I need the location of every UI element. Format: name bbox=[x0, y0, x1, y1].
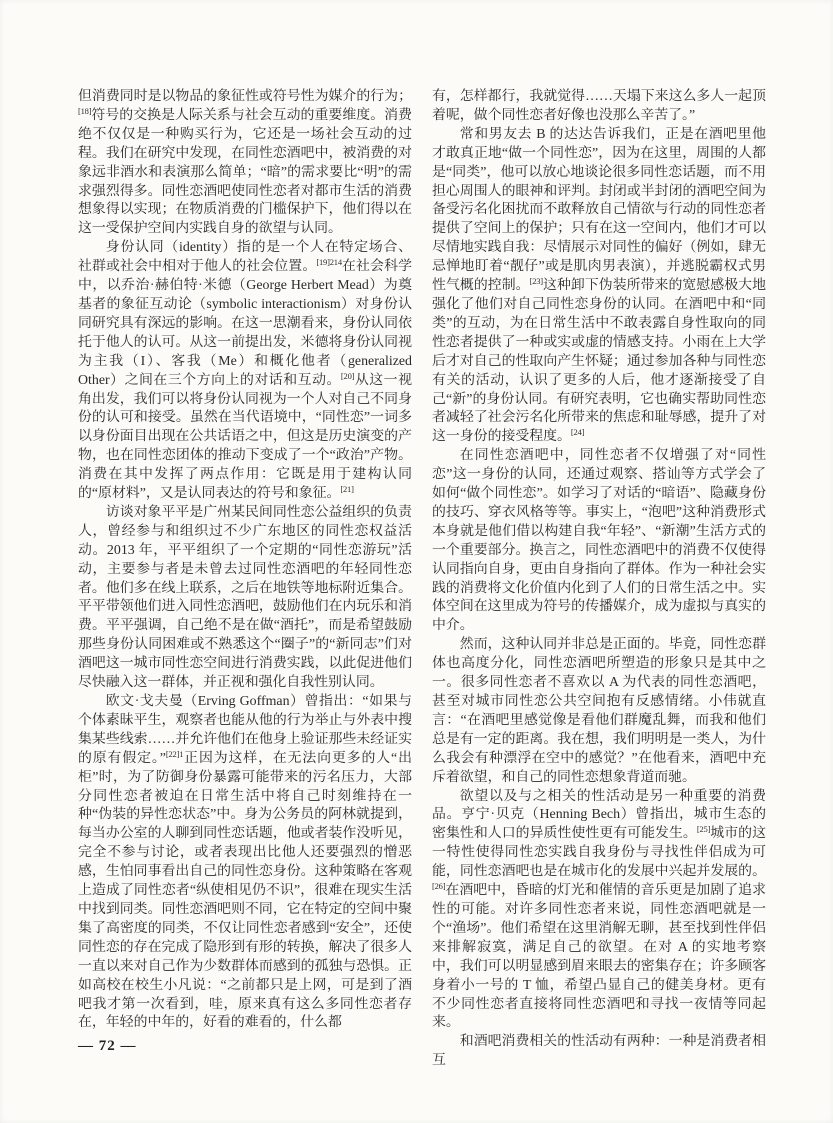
citation-ref: [26] bbox=[432, 881, 446, 892]
citation-ref: [23] bbox=[529, 276, 543, 287]
paragraph: 有，怎样都行，我就觉得……天塌下来这么多人一起顶着呢，做个同性恋者好像也没那么辛苦了。” bbox=[432, 89, 766, 123]
paragraph: 和酒吧消费相关的性活动有两种：一种是消费者相互 bbox=[432, 1034, 766, 1069]
paragraph: 然而，这种认同并非总是正面的。毕竟，同性恋群体也高度分化，同性恋酒吧所塑造的形象只是其中之一。很多同性恋者不喜欢以 A 为代表的同性恋酒吧，甚至对城市同性恋公共空间抱有反感情绪。小伟就直言：“在酒吧里感觉像是看他们群魔乱舞，而我和他们总是有一定的距离。我在想，我们明明是一类人，为什么我会有种漂浮在空中的感觉？”在他看来，酒吧中充斥着欲望，和自己的同性恋想象背道而驰。 bbox=[432, 637, 766, 785]
citation-ref: [18] bbox=[78, 105, 92, 116]
citation-ref: [25] bbox=[696, 824, 711, 835]
paragraph: 访谈对象平平是广州某民间同性恋公益组织的负责人，曾经参与和组织过不少广东地区的同性恋权益活动。2013 年，平平组织了一个定期的“同性恋游玩”活动，主要参与者是未曾去过同性恋酒吧的年轻同性恋者。他们多在线上联系，之后在地铁等地标附近集合。平平带领他们进入同性恋酒吧，鼓励他们在内玩乐和消费。平平强调，自己绝不是在做“酒托”，而是希望鼓励那些身份认同困难或不熟悉这个“圈子”的“新同志”们对酒吧这一城市同性恋空间进行消费实践，以此促进他们尽快融入这一群体，并正视和强化自我性别认同。 bbox=[78, 504, 412, 691]
paragraph: 在同性恋酒吧中，同性恋者不仅增强了对“同性恋”这一身份的认同，还通过观察、搭讪等方式学会了如何“做个同性恋”。如学习了对话的“暗语”、隐藏身份的技巧、穿衣风格等等。事实上，“泡吧”这种消费形式本身就是他们借以构建自我“年轻”、“新潮”生活方式的一个重要部分。换言之，同性恋酒吧中的消费不仅使得认同指向自身，更由自身指向了群体。作为一种社会实践的消费将文化价值内化到了人们的日常生活之中。实体空间在这里成为符号的传播媒介，成为虚拟与真实的中介。 bbox=[432, 448, 766, 634]
citation-ref: [19]214 bbox=[316, 257, 342, 268]
citation-ref: [24] bbox=[570, 427, 585, 438]
paragraph: 但消费同时是以物品的象征性或符号性为媒介的行为；[18]符号的交换是人际关系与社会互动的重要维度。消费绝不仅仅是一种购买行为，它还是一场社会互动的过程。我们在研究中发现，在同性恋酒吧中，被消费的对象远非酒水和表演那么简单；“暗”的需求要比“明”的需求强烈得多。同性恋酒吧使同性恋者对都市生活的消费想象得以实现；在物质消费的门槛保护下，他们得以在这一受保护空间内实践自身的欲望与认同。 bbox=[78, 89, 412, 237]
page-number: — 72 — bbox=[78, 1038, 137, 1054]
paragraph: 欲望以及与之相关的性活动是另一种重要的消费品。亨宁·贝克（Henning Bech）曾指出，城市生态的密集性和人口的异质性使性更有可能发生。[25]城市的这一特性使得同性恋实践自我身份与寻找性伴侣成为可能，同性恋酒吧也是在城市化的发展中兴起并发展的。[26]在酒吧中，昏暗的灯光和催情的音乐更是加剧了追求性的可能。对许多同性恋者来说，同性恋酒吧就是一个“渔场”。他们希望在这里消解无聊，甚至找到性伴侣来排解寂寞，满足自己的欲望。在对 A 的实地考察中，我们可以明显感到眉来眼去的密集存在；许多顾客身着小一号的 T 恤，希望凸显自己的健美身材。更有不少同性恋者直接将同性恋酒吧和寻找一夜情等同起来。 bbox=[432, 788, 766, 1031]
citation-ref: [20] bbox=[340, 370, 355, 381]
citation-ref: [21] bbox=[340, 484, 354, 495]
citation-ref: [22]1 bbox=[165, 748, 184, 759]
paragraph: 身份认同（identity）指的是一个人在特定场合、社群或社会中相对于他人的社会位置。$^{[19]214}$在社会科学中，以乔治·赫伯特·米德（George Herbert Mead）为奠基者的象征互动论（symbolic interactionism）对身份认同研究具有深远的影响。在这一思潮看来，身份认同依托于他人的认可。从这一前提出发，米德将身份认同视为主我（I）、客我（Me）和概化他者（generalized Other）之间在三个方向上的对话和互动。[20]从这一视角出发，我们可以将身份认同视为一个人对自己不同身份的认可和接受。虽然在当代语境中，“同性恋”一词多以身份面目出现在公共话语之中，但这是历史演变的产物，也在同性恋团体的推动下变成了一个“政治”产物。消费在其中发挥了两点作用：它既是用于建构认同的“原材料”，又是认同表达的符号和象征。[21] bbox=[78, 240, 412, 502]
left-column bbox=[78, 88, 412, 1033]
paragraph: 常和男友去 B 的达达告诉我们，正是在酒吧里他才敢真正地“做一个同性恋”，因为在这里，周围的人都是“同类”，他可以放心地谈论很多同性恋话题，而不用担心周围人的眼神和评判。封闭或半封闭的酒吧空间为备受污名化困扰而不敢释放自己情欲与行动的同性恋者提供了空间上的保护；只有在这一空间内，他们才可以尽情地实践自我：尽情展示对同性的偏好（例如，肆无忌惮地盯着“靓仔”或是肌肉男表演），并逃脱霸权式男性气概的控制。[23]这种卸下伪装所带来的宽慰感极大地强化了他们对自己同性恋身份的认同。在酒吧中和“同类”的互动，为在日常生活中不敢表露自身性取向的同性恋者提供了一种或实或虚的情感支持。小雨在上大学后才对自己的性取向产生怀疑；通过参加各种与同性恋有关的活动，认识了更多的人后，他才逐渐接受了自己“新”的身份认同。有研究表明，它也确实帮助同性恋者减轻了社会污名化所带来的焦虑和耻辱感，提升了对这一身份的接受程度。[24] bbox=[432, 126, 766, 445]
right-column bbox=[432, 88, 766, 1071]
paragraph: 欧文·戈夫曼（Erving Goffman）曾指出：“如果与个体素昧平生，观察者也能从他的行为举止与外表中搜集某些线索……并允许他们在他身上验证那些未经证实的原有假定。”$^{[22]1}$正因为这样，在无法向更多的人“出柜”时，为了防御身份暴露可能带来的污名压力，大部分同性恋者被迫在日常生活中将自己时刻维持在一种“伪装的异性恋状态”中。身为公务员的阿林就提到，每当办公室的人聊到同性恋话题，他或者装作没听见，完全不参与讨论，或者表现出比他人还要强烈的憎恶感，生怕同事看出自己的同性恋身份。这种策略在客观上造成了同性恋者“纵使相见仍不识”，很难在现实生活中找到同类。同性恋酒吧则不同，它在特定的空间中聚集了高密度的同类，不仅让同性恋者感到“安全”，还使同性恋的存在完成了隐形到有形的转换，解决了很多人一直以来对自己作为少数群体而感到的孤独与恐惧。正如高校在校生小凡说：“之前都只是上网，可是到了酒吧我才第一次看到，哇，原来真有这么多同性恋者存在，年轻的中年的，好看的难看的，什么都 bbox=[78, 694, 412, 1031]
